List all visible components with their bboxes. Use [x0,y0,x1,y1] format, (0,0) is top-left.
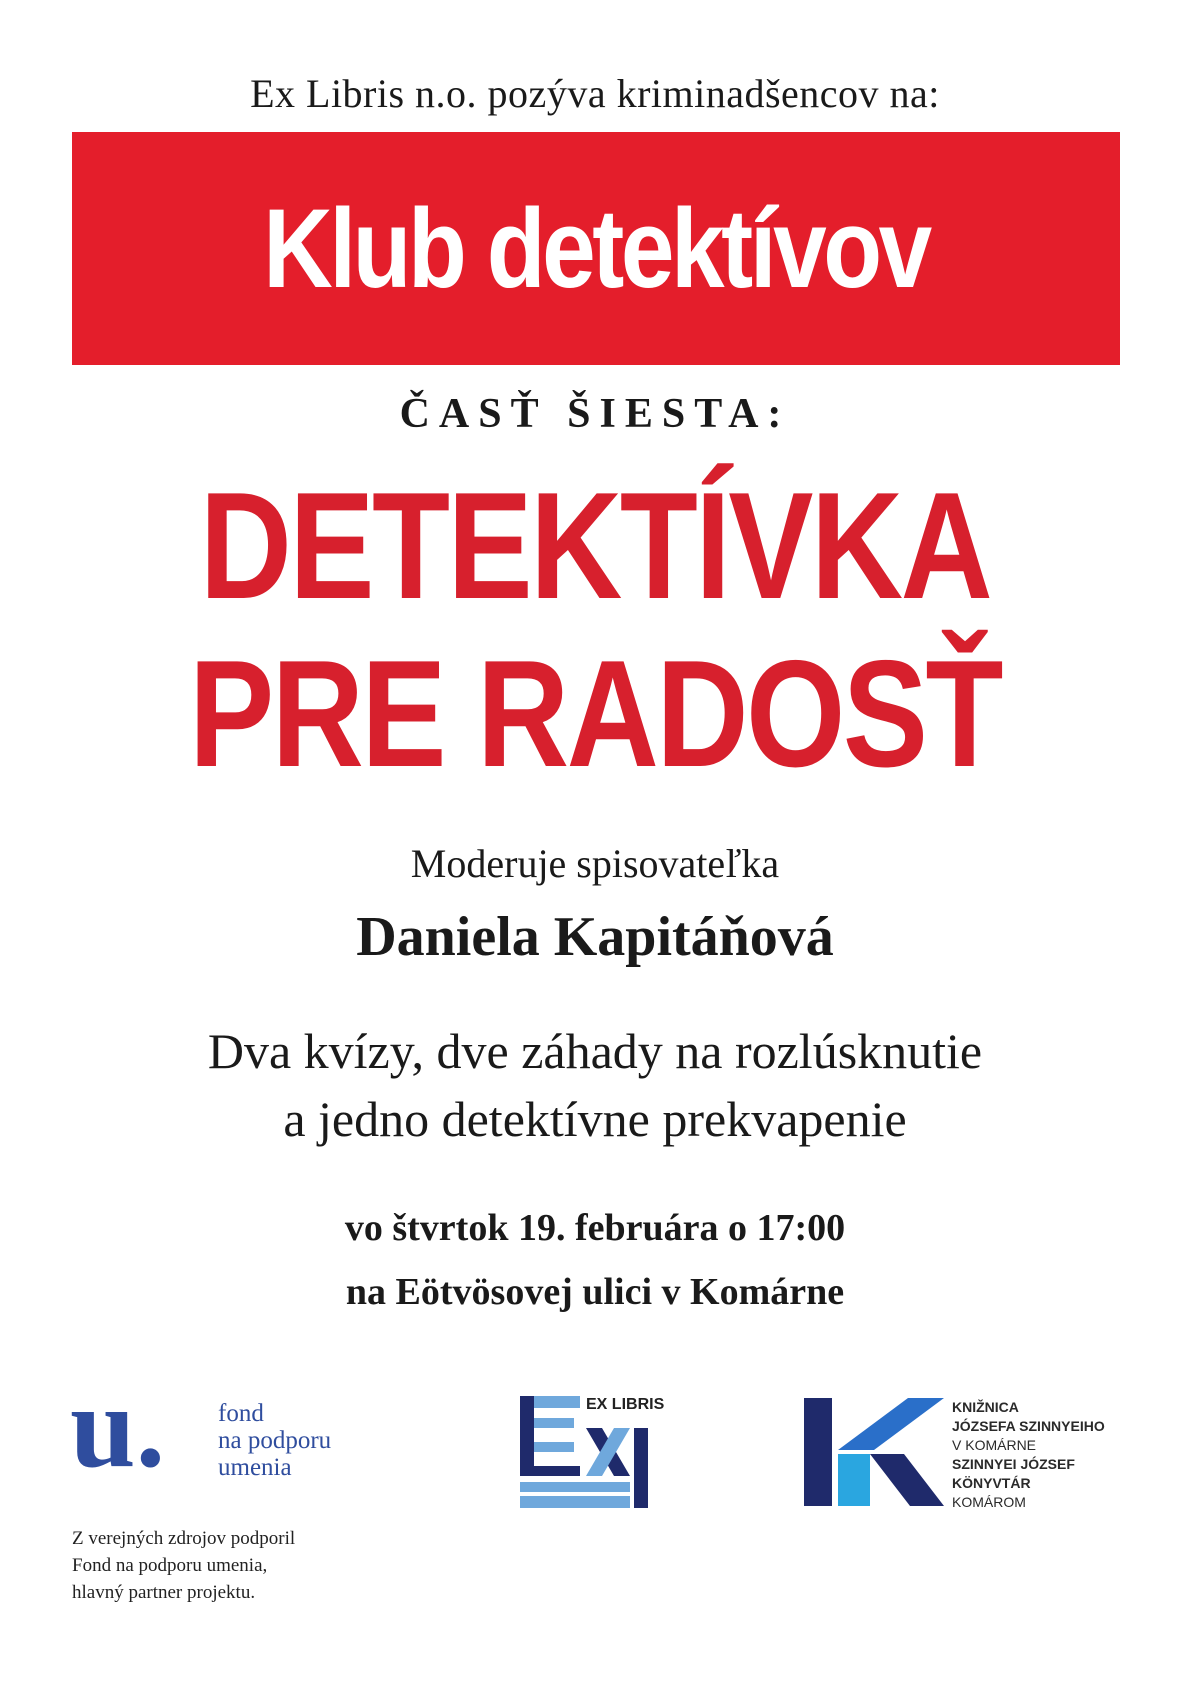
library-line: KÖNYVTÁR [952,1475,1031,1491]
credit-line: hlavný partner projektu. [72,1582,256,1603]
title-banner [72,132,1120,365]
headline-line-2: PRE RADOSŤ [189,629,1001,799]
library-line: JÓZSEFA SZINNYEIHO [952,1418,1105,1434]
library-line: KOMÁROM [952,1494,1026,1510]
fond-logo [70,1361,370,1492]
library-line: SZINNYEI JÓZSEF [952,1456,1075,1472]
fond-logo-line: umenia [218,1454,292,1481]
exlibris-monogram-icon [520,1396,680,1508]
description-line-2: a jedno detektívne prekvapenie [283,1091,907,1147]
event-place: na Eötvösovej ulici v Komárne [345,1271,845,1313]
fond-logo-line: fond [218,1400,264,1427]
credit-line: Z verejných zdrojov podporil [72,1528,296,1549]
banner-title: Klub detektívov [263,186,929,311]
exlibris-label: EX LIBRIS [586,1396,665,1413]
event-date-place [0,1196,1190,1324]
headline-line-1: DETEKTÍVKA [199,461,991,631]
credit-line: Fond na podporu umenia, [72,1555,268,1576]
exlibris-logo [520,1396,680,1508]
fond-logo-line: na podporu [218,1427,332,1454]
fond-logo-text [218,1400,331,1481]
description-line-1: Dva kvízy, dve záhady na rozlúsknutie [207,1023,983,1079]
event-date: vo štvrtok 19. februára o 17:00 [344,1207,846,1249]
library-line: V KOMÁRNE [952,1437,1037,1453]
event-description [0,1017,1190,1153]
part-label: ČASŤ ŠIESTA: [399,391,791,437]
library-logo [804,1398,1134,1508]
intro-text: Ex Libris n.o. pozýva kriminadšencov na: [250,71,940,116]
moderator-name: Daniela Kapitáňová [356,906,834,968]
moderator-label: Moderuje spisovateľka [410,841,780,886]
library-k-icon [804,1398,944,1506]
headline [95,462,1095,798]
library-name [952,1398,1105,1512]
funding-credit [72,1525,295,1606]
fond-logo-letter: u. [70,1361,166,1492]
library-line: KNIŽNICA [952,1399,1019,1415]
